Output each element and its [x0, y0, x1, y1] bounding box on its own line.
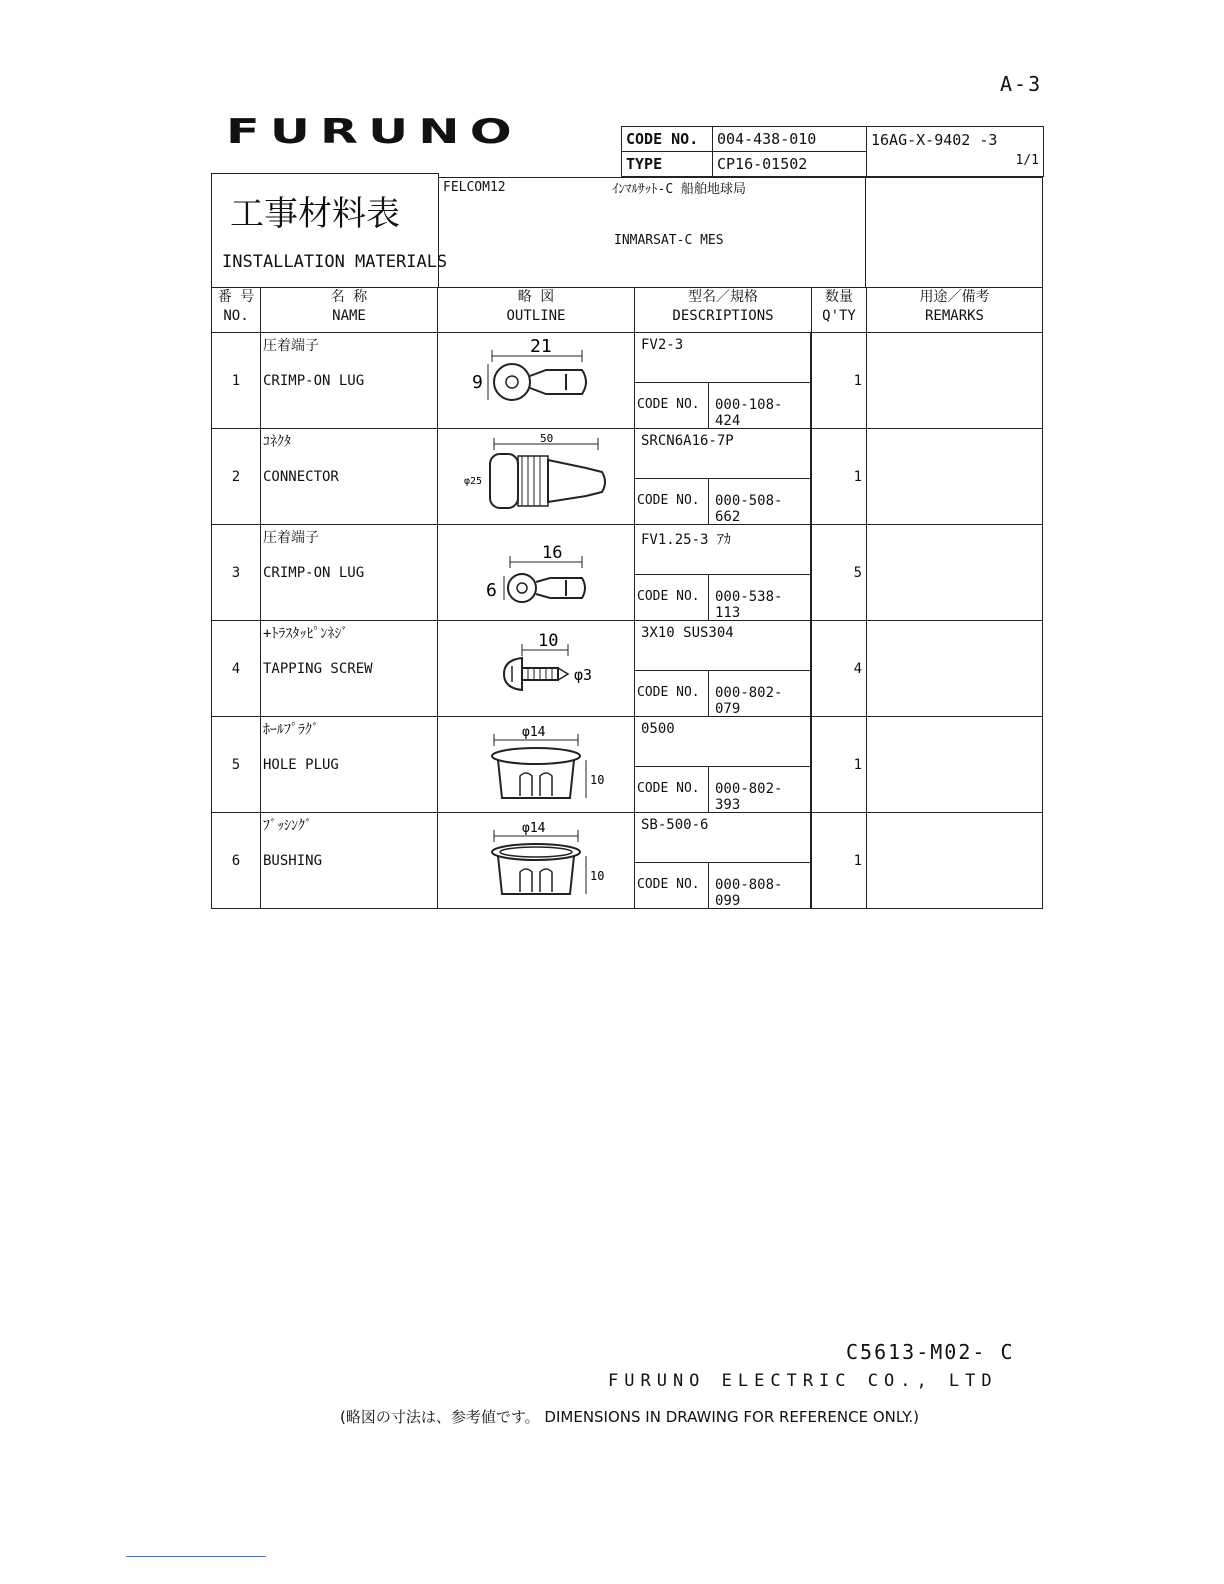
crimp-lug-drawing [446, 336, 626, 421]
code-label: CODE NO. [622, 127, 713, 152]
dim-width: 9 [472, 372, 483, 393]
col-qty-en: Q'TY [822, 308, 856, 324]
dim-diameter: φ3 [574, 666, 593, 684]
item-remarks [867, 525, 1043, 621]
blank-box [865, 177, 1043, 288]
code-no-label: CODE NO. [635, 671, 709, 716]
materials-table [211, 287, 1043, 909]
item-desc [635, 621, 812, 717]
table-row [212, 525, 1043, 621]
item-no: 6 [212, 813, 261, 909]
code-value: 004-438-010 [713, 127, 867, 152]
reference-note: (略図の寸法は、参考値です。 DIMENSIONS IN DRAWING FOR REFERENCE ONLY.) [340, 1408, 919, 1426]
item-name-en: CRIMP-ON LUG [263, 373, 365, 389]
col-outline-en: OUTLINE [506, 308, 566, 324]
col-qty-jp: 数量 [825, 289, 853, 305]
crimp-lug-small-drawing [446, 528, 626, 613]
dim-length: 10 [538, 631, 559, 651]
item-desc [635, 333, 812, 429]
sheet-number: 1/1 [1015, 153, 1039, 168]
col-desc-en: DESCRIPTIONS [672, 308, 774, 324]
item-outline [438, 621, 635, 717]
table-row [212, 429, 1043, 525]
dim-length: 21 [530, 336, 552, 357]
ref-number: 16AG-X-9402 -3 [871, 131, 998, 149]
col-remarks-en: REMARKS [924, 308, 984, 324]
item-name [261, 429, 438, 525]
col-name-jp: 名 称 [330, 289, 368, 305]
item-name [261, 333, 438, 429]
item-outline [438, 333, 635, 429]
tapping-screw-drawing [446, 624, 626, 709]
item-no: 2 [212, 429, 261, 525]
code-no-label: CODE NO. [635, 767, 709, 812]
table-row [212, 621, 1043, 717]
col-desc-jp: 型名／規格 [688, 289, 758, 305]
code-no-value: 000-538-113 [709, 575, 811, 620]
title-japanese: 工事材料表 [230, 194, 400, 234]
code-no-value: 000-802-079 [709, 671, 811, 716]
item-remarks [867, 333, 1043, 429]
dim-height: 10 [590, 773, 605, 787]
item-desc [635, 525, 812, 621]
item-name [261, 813, 438, 909]
item-outline [438, 717, 635, 813]
item-name [261, 525, 438, 621]
item-no: 5 [212, 717, 261, 813]
code-no-value: 000-108-424 [709, 383, 811, 428]
item-remarks [867, 717, 1043, 813]
page-number: A-3 [1000, 72, 1043, 96]
item-desc [635, 429, 812, 525]
item-qty: 1 [812, 429, 867, 525]
hole-plug-drawing [446, 720, 626, 805]
item-name-en: TAPPING SCREW [263, 661, 373, 677]
item-name-jp: 圧着端子 [263, 530, 319, 546]
item-outline [438, 813, 635, 909]
table-row [212, 813, 1043, 909]
item-no: 4 [212, 621, 261, 717]
item-type: SRCN6A16-7P [635, 429, 811, 479]
dim-diameter: φ14 [522, 821, 546, 836]
item-name [261, 621, 438, 717]
item-type: 3X10 SUS304 [635, 621, 811, 671]
item-name-en: CONNECTOR [263, 469, 339, 485]
dim-diameter: φ25 [464, 476, 483, 487]
item-type: FV1.25-3 ｱｶ [635, 525, 811, 575]
col-no-en: NO. [223, 308, 249, 324]
item-desc [635, 813, 812, 909]
item-remarks [867, 621, 1043, 717]
item-qty: 1 [812, 717, 867, 813]
table-row [212, 717, 1043, 813]
col-desc [635, 288, 812, 333]
item-qty: 1 [812, 333, 867, 429]
item-remarks [867, 429, 1043, 525]
item-remarks [867, 813, 1043, 909]
company-name: FURUNO ELECTRIC CO., LTD [608, 1371, 998, 1391]
code-no-label: CODE NO. [635, 383, 709, 428]
model-name: FELCOM12 [443, 180, 506, 195]
col-qty [812, 288, 867, 333]
type-label: TYPE [622, 152, 713, 177]
code-no-value: 000-508-662 [709, 479, 811, 524]
item-name-jp: 圧着端子 [263, 338, 319, 354]
item-type: SB-500-6 [635, 813, 811, 863]
item-name-jp: ﾎｰﾙﾌﾟﾗｸﾞ [263, 722, 319, 738]
item-desc [635, 717, 812, 813]
header-code-table [621, 126, 1044, 177]
type-value: CP16-01502 [713, 152, 867, 177]
item-type: FV2-3 [635, 333, 811, 383]
col-name [261, 288, 438, 333]
col-remarks-jp: 用途／備考 [919, 289, 990, 305]
item-type: 0500 [635, 717, 811, 767]
col-outline-jp: 略 図 [517, 289, 555, 305]
dim-diameter: φ14 [522, 725, 546, 740]
title-english: INSTALLATION MATERIALS [222, 252, 448, 272]
document-code: C5613-M02- C [846, 1340, 1015, 1364]
item-name-jp: +ﾄﾗｽﾀｯﾋﾟﾝﾈｼﾞ [263, 626, 349, 642]
code-no-value: 000-808-099 [709, 863, 811, 908]
dim-height: 10 [590, 869, 605, 883]
col-no [212, 288, 261, 333]
item-name-jp: ﾌﾞｯｼﾝｸﾞ [263, 818, 312, 834]
item-name-jp: ｺﾈｸﾀ [263, 434, 291, 450]
code-no-label: CODE NO. [635, 479, 709, 524]
item-outline [438, 525, 635, 621]
col-no-jp: 番 号 [217, 289, 255, 305]
connector-drawing [446, 432, 626, 517]
product-japanese: ｲﾝﾏﾙｻｯﾄ-C 船舶地球局 [612, 182, 746, 197]
item-no: 1 [212, 333, 261, 429]
bushing-drawing [446, 816, 626, 901]
dim-length: 16 [542, 543, 563, 563]
item-no: 3 [212, 525, 261, 621]
item-qty: 4 [812, 621, 867, 717]
code-no-label: CODE NO. [635, 863, 709, 908]
divider [126, 1556, 266, 1557]
item-qty: 1 [812, 813, 867, 909]
item-name-en: BUSHING [263, 853, 323, 869]
ref-cell [867, 127, 1044, 177]
dim-width: 6 [486, 580, 497, 601]
item-name [261, 717, 438, 813]
col-outline [438, 288, 635, 333]
col-remarks [867, 288, 1043, 333]
table-row [212, 333, 1043, 429]
furuno-logo: FURUNO [226, 112, 522, 152]
product-english: INMARSAT-C MES [614, 233, 724, 248]
code-no-value: 000-802-393 [709, 767, 811, 812]
col-name-en: NAME [332, 308, 366, 324]
item-name-en: HOLE PLUG [263, 757, 339, 773]
item-name-en: CRIMP-ON LUG [263, 565, 365, 581]
code-no-label: CODE NO. [635, 575, 709, 620]
item-qty: 5 [812, 525, 867, 621]
table-header-row [212, 288, 1043, 333]
item-outline [438, 429, 635, 525]
dim-length: 50 [540, 432, 554, 445]
